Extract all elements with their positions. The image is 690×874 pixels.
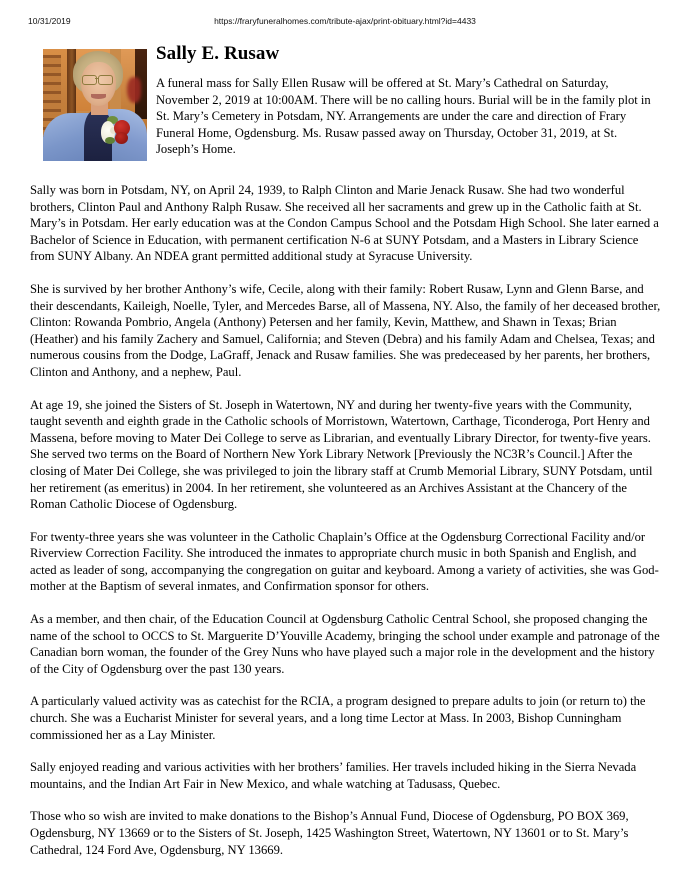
print-date: 10/31/2019 — [28, 16, 71, 26]
photo-background-red-accent — [127, 77, 141, 103]
obituary-paragraph: A particularly valued activity was as catechist for the RCIA, a program designed to prepare adults to join (or return to) the church. She was a Eucharist Minister for several years, and a long time Lector at Mass. In 2003, Bishop Cunningham commissioned her as a Lay Minister. — [30, 694, 646, 742]
obituary-paragraph: For twenty-three years she was volunteer in the Catholic Chaplain’s Office at the Ogdensburg Correctional Facility and/or Riverview Correction Facility. She introduced the inmates to appropriate church music in both Spanish and English, and acted as leader of song, accompanying the congregation on guitar and keyboard. Among a variety of activities, she was God-mother at the Baptism of several inmates, and Confirmation sponsor for others. — [30, 529, 659, 594]
photo-eyeglass-right — [98, 75, 113, 85]
print-header — [0, 14, 690, 28]
obituary-paragraph: Those who so wish are invited to make donations to the Bishop’s Annual Fund, Diocese of Ogdensburg, PO BOX 369, Ogdensburg, NY 13669 or to the Sisters of St. Joseph, 1425 Washington Street, Watertown, NY 13601 or to St. Mary’s Cathedral, 124 Ford Ave, Ogdensburg, NY 13669. — [30, 809, 629, 857]
photo-eyeglass-left — [82, 75, 97, 85]
obituary-paragraph: She is survived by her brother Anthony’s wife, Cecile, along with their family: Robert Rusaw, Lynn and Glenn Barse, and their descendants, Kaileigh, Noelle, Tyler, and Mercedes Barse, all of Massena, NY. Also, the family of her deceased brother, Clinton: Rowanda Pombrio, Angela (Anthony) Petersen and her family, Kevin, Matthew, and Shawn in Texas; Brian (Heather) and his family Zachery and Samuel, California; and Steven (Debra) and his family Adam and Chelsea, Texas; and numerous cousins from the Dodge, LaGraff, Jenack and Rusaw families. She was predeceased by her parents, her brothers, Clinton and Anthony, and a nephew, Paul. — [30, 281, 661, 379]
obituary-paragraph: As a member, and then chair, of the Education Council at Ogdensburg Catholic Central School, she proposed changing the name of the school to OCCS to St. Marguerite D’Youville Academy, bringing the school under example and patronage of the Canadian born woman, the founder of the Grey Nuns who have played such a major role in the development and the history of the City of Ogdensburg over the past 130 years. — [30, 612, 660, 676]
obituary-paragraph: At age 19, she joined the Sisters of St. Joseph in Watertown, NY and during her twenty-five years with the Community, taught seventh and eighth grade in the Catholic schools of Morristown, Watertown, Carthage, Ticonderoga, Port Henry and Massena, before moving to Mater Dei College to serve as Librarian, and eventually Library Director, for twenty-five years. She served two terms on the Board of Northern New York Library Network [Previously the NC3R’s Council.] After the closing of Mater Dei College, she was privileged to join the library staff at Crumb Memorial Library, SUNY Potsdam, until her retirement (as emeritus) in 2004. In her retirement, she volunteered as an Archives Assistant at the Chancery of the Roman Catholic Diocese of Ogdensburg. — [30, 397, 653, 512]
portrait-photo — [43, 49, 147, 161]
photo-corsage-foliage-bottom — [105, 137, 115, 144]
photo-corsage-rose-lower — [115, 132, 128, 144]
photo-smile — [91, 94, 106, 99]
print-source-url: https://fraryfuneralhomes.com/tribute-ajax/print-obituary.html?id=4433 — [214, 16, 476, 26]
obituary-document — [30, 44, 662, 874]
obituary-paragraph: Sally was born in Potsdam, NY, on April 24, 1939, to Ralph Clinton and Marie Jenack Rusaw. She had two wonderful brothers, Clinton Paul and Anthony Ralph Rusaw. She received all her sacraments and grew up in the Catholic faith at St. Mary’s in Potsdam. Her early education was at the Condon Campus School and the Potsdam High School. She later earned a Bachelor of Science in Education, with permanent certification N-6 at SUNY Potsdam, and a Masters in Library Science from SUNY Albany. An NDEA grant permitted additional study at Syracuse University. — [30, 183, 659, 264]
photo-eyeglass-bridge — [95, 78, 98, 79]
obituary-paragraph: Sally enjoyed reading and various activities with her brothers’ families. Her travels included hiking in the Sierra Nevada mountains, and the Indian Art Fair in New Mexico, and whale watching at Tadusass, Quebec. — [30, 760, 637, 791]
service-details-paragraph: A funeral mass for Sally Ellen Rusaw will be offered at St. Mary’s Cathedral on Saturday, November 2, 2019 at 10:00AM. There will be no calling hours. Burial will be in the family plot in St. Mary’s Cemetery in Potsdam, NY. Arrangements are under the care and direction of Frary Funeral Home, Ogdensburg. Ms. Rusaw passed away on Thursday, October 31, 2019, at St. Joseph’s Home. — [156, 76, 651, 157]
page-title: Sally E. Rusaw — [156, 43, 280, 64]
